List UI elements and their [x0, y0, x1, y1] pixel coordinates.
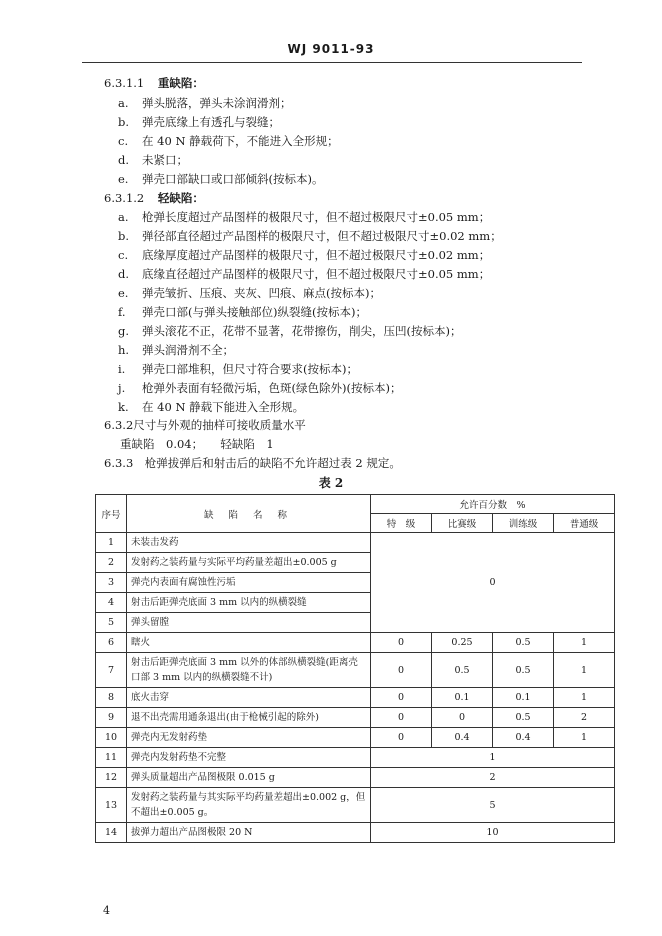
- list-item: a. 弹头脱落，弹头未涂润滑剂；: [118, 96, 292, 110]
- section-6-3-1-1-heading: 6.3.1.1 重缺陷：: [104, 76, 204, 90]
- col-header-grade: 普通级: [554, 514, 615, 533]
- table-row: 13 发射药之装药量与其实际平均药量差超出±0.002 g，但不超出±0.005 g。 5: [96, 788, 615, 823]
- list-item: d. 底缘直径超过产品图样的极限尺寸，但不超过极限尺寸±0.05 mm；: [118, 267, 491, 281]
- doc-header: WJ 9011-93: [287, 42, 375, 56]
- list-item: b. 弹径部直径超过产品图样的极限尺寸，但不超过极限尺寸±0.02 mm；: [118, 229, 502, 243]
- list-item: c. 底缘厚度超过产品图样的极限尺寸，但不超过极限尺寸±0.02 mm；: [118, 248, 491, 262]
- col-header-grade: 特 级: [371, 514, 432, 533]
- list-item: j. 枪弹外表面有轻微污垢，色斑(绿色除外)(按标本)；: [118, 381, 402, 395]
- list-item: f. 弹壳口部(与弹头接触部位)纵裂缝(按标本)；: [118, 305, 367, 319]
- list-item: e. 弹壳口部缺口或口部倾斜(按标本)。: [118, 172, 324, 186]
- table-row: 9 退不出壳需用通条退出(由于枪械引起的除外) 0 0 0.5 2: [96, 708, 615, 728]
- merged-value-rows-1-5: 0: [371, 533, 615, 633]
- table-row: 8 底火击穿 0 0.1 0.1 1: [96, 688, 615, 708]
- section-6-3-1-2-heading: 6.3.1.2 轻缺陷：: [104, 191, 204, 205]
- table-row: 5 弹头留膛: [96, 613, 615, 633]
- header-rule: [82, 62, 582, 63]
- list-item: g. 弹头滚花不正，花带不显著，花带擦伤，削尖，压凹(按标本)；: [118, 324, 462, 338]
- table-row: 4 射击后距弹壳底面 3 mm 以内的纵横裂缝: [96, 593, 615, 613]
- table-row: 2 发射药之装药量与实际平均药量差超出±0.005 g: [96, 553, 615, 573]
- table-row: 6 瞎火 0 0.25 0.5 1: [96, 633, 615, 653]
- col-header-seq: 序号: [96, 495, 127, 533]
- col-header-defect-name: 缺 陷 名 称: [127, 495, 371, 533]
- table-row: 1 未装击发药 0: [96, 533, 615, 553]
- section-6-3-3: 6.3.3 枪弹拔弹后和射击后的缺陷不允许超过表 2 规定。: [104, 456, 401, 470]
- section-6-3-2-levels: 重缺陷 0.04； 轻缺陷 1: [120, 437, 274, 451]
- table-row: 12 弹头质量超出产品图极限 0.015 g 2: [96, 768, 615, 788]
- list-item: k. 在 40 N 静载下能进入全形规。: [118, 400, 305, 414]
- table-row: 14 拔弹力超出产品图极限 20 N 10: [96, 823, 615, 843]
- table-row: 11 弹壳内发射药垫不完整 1: [96, 748, 615, 768]
- table-title: 表 2: [318, 476, 344, 490]
- section-6-3-2-heading: 6.3.2尺寸与外观的抽样可接收质量水平: [104, 418, 306, 432]
- page-number: 4: [103, 904, 110, 917]
- list-item: a. 枪弹长度超过产品图样的极限尺寸，但不超过极限尺寸±0.05 mm；: [118, 210, 491, 224]
- table-row: 10 弹壳内无发射药垫 0 0.4 0.4 1: [96, 728, 615, 748]
- list-item: h. 弹头润滑剂不全；: [118, 343, 234, 357]
- table-row: 3 弹壳内表面有腐蚀性污垢: [96, 573, 615, 593]
- list-item: b. 弹壳底缘上有透孔与裂缝；: [118, 115, 280, 129]
- list-item: c. 在 40 N 静载荷下，不能进入全形规；: [118, 134, 339, 148]
- col-header-allowed-percent: 允许百分数 %: [371, 495, 615, 514]
- table-row: 7 射击后距弹壳底面 3 mm 以外的体部纵横裂缝(距离壳口部 3 mm 以内的纵横裂缝不计) 0 0.5 0.5 1: [96, 653, 615, 688]
- list-item: e. 弹壳皱折、压痕、夹灰、凹痕、麻点(按标本)；: [118, 286, 381, 300]
- defect-table: [95, 494, 615, 843]
- col-header-grade: 训练级: [493, 514, 554, 533]
- col-header-grade: 比赛级: [432, 514, 493, 533]
- list-item: i. 弹壳口部堆积，但尺寸符合要求(按标本)；: [118, 362, 358, 376]
- list-item: d. 未紧口；: [118, 153, 188, 167]
